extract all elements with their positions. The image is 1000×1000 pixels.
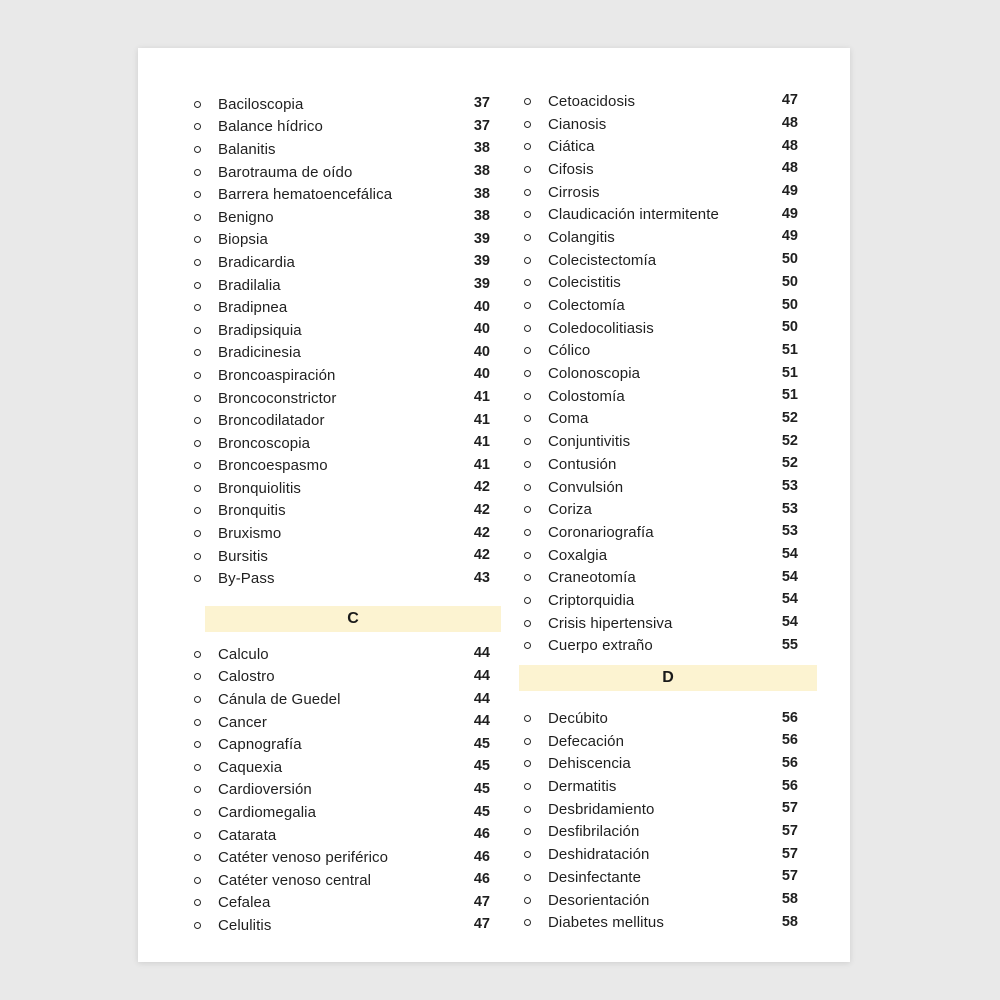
page-number: 46: [473, 826, 490, 843]
hollow-circle-bullet-icon: [194, 327, 201, 334]
term-label: Cefalea: [218, 894, 271, 912]
term-label: Coledocolitiasis: [548, 319, 654, 337]
term-label: Deshidratación: [548, 846, 650, 864]
page-number: 41: [473, 411, 490, 428]
page-number: 51: [781, 387, 798, 404]
index-entry: [520, 203, 798, 226]
term-label: Bursitis: [218, 547, 268, 565]
page-number: 57: [781, 868, 798, 885]
hollow-circle-bullet-icon: [194, 214, 201, 221]
term-label: Broncoconstrictor: [218, 389, 337, 407]
term-label: Diabetes mellitus: [548, 914, 664, 932]
hollow-circle-bullet-icon: [524, 438, 531, 445]
term-label: Broncodilatador: [218, 412, 325, 430]
hollow-circle-bullet-icon: [194, 696, 201, 703]
index-entry: [520, 753, 798, 776]
hollow-circle-bullet-icon: [524, 211, 531, 218]
page-number: 45: [473, 780, 490, 797]
hollow-circle-bullet-icon: [524, 783, 531, 790]
index-entry: [190, 183, 490, 206]
page-number: 41: [473, 456, 490, 473]
term-label: Bradipsiquia: [218, 321, 302, 339]
index-entry: [520, 408, 798, 431]
index-entry: [190, 500, 490, 523]
term-label: Cardiomegalia: [218, 804, 317, 822]
hollow-circle-bullet-icon: [524, 620, 531, 627]
index-entry: [190, 432, 490, 455]
page-number: 56: [781, 754, 798, 771]
page-number: 53: [781, 478, 798, 495]
page-number: 44: [473, 667, 490, 684]
page-number: 58: [781, 891, 798, 908]
hollow-circle-bullet-icon: [194, 440, 201, 447]
hollow-circle-bullet-icon: [194, 922, 201, 929]
page-number: 56: [781, 709, 798, 726]
term-label: Claudicación intermitente: [548, 206, 719, 224]
index-entry: [520, 730, 798, 753]
term-label: Biopsia: [218, 231, 268, 249]
term-label: Colectomía: [548, 297, 625, 315]
term-label: Dermatitis: [548, 778, 617, 796]
term-label: Craneotomía: [548, 569, 636, 587]
index-entry: [520, 340, 798, 363]
index-entry: [190, 756, 490, 779]
page-number: 50: [781, 296, 798, 313]
hollow-circle-bullet-icon: [524, 738, 531, 745]
hollow-circle-bullet-icon: [194, 236, 201, 243]
term-label: Bradipnea: [218, 299, 288, 317]
page-number: 57: [781, 822, 798, 839]
index-entry: [520, 635, 798, 658]
page-number: 57: [781, 800, 798, 817]
index-entry: [520, 226, 798, 249]
hollow-circle-bullet-icon: [194, 530, 201, 537]
hollow-circle-bullet-icon: [194, 809, 201, 816]
hollow-circle-bullet-icon: [194, 741, 201, 748]
hollow-circle-bullet-icon: [194, 169, 201, 176]
page-number: 48: [781, 160, 798, 177]
index-entry: [190, 477, 490, 500]
page-number: 40: [473, 366, 490, 383]
page-number: 52: [781, 455, 798, 472]
index-entry: [520, 385, 798, 408]
page-number: 52: [781, 432, 798, 449]
page-number: 53: [781, 523, 798, 540]
index-entry: [520, 158, 798, 181]
page-number: 41: [473, 434, 490, 451]
term-label: Cólico: [548, 342, 591, 360]
hollow-circle-bullet-icon: [194, 146, 201, 153]
hollow-circle-bullet-icon: [524, 874, 531, 881]
page-number: 49: [781, 228, 798, 245]
hollow-circle-bullet-icon: [524, 597, 531, 604]
hollow-circle-bullet-icon: [194, 282, 201, 289]
term-label: Colostomía: [548, 387, 625, 405]
index-entry: [520, 889, 798, 912]
term-label: Caquexia: [218, 758, 283, 776]
page-number: 42: [473, 547, 490, 564]
hollow-circle-bullet-icon: [194, 651, 201, 658]
index-entry: [190, 229, 490, 252]
hollow-circle-bullet-icon: [194, 786, 201, 793]
page-number: 52: [781, 409, 798, 426]
hollow-circle-bullet-icon: [524, 484, 531, 491]
term-label: Broncoaspiración: [218, 366, 336, 384]
page-number: 45: [473, 758, 490, 775]
index-entry: [190, 274, 490, 297]
index-entry: [190, 914, 490, 937]
page-number: 38: [473, 163, 490, 180]
index-entry: [190, 342, 490, 365]
page-number: 37: [473, 117, 490, 134]
term-label: Cirrosis: [548, 183, 600, 201]
term-label: Desfibrilación: [548, 823, 640, 841]
page-number: 51: [781, 341, 798, 358]
page-number: 50: [781, 319, 798, 336]
hollow-circle-bullet-icon: [524, 828, 531, 835]
page-number: 46: [473, 848, 490, 865]
term-label: Barotrauma de oído: [218, 163, 353, 181]
term-label: Cetoacidosis: [548, 92, 636, 110]
term-label: Colangitis: [548, 228, 615, 246]
index-entry: [520, 521, 798, 544]
page-number: 56: [781, 777, 798, 794]
hollow-circle-bullet-icon: [524, 851, 531, 858]
index-entry: [190, 116, 490, 139]
term-label: Baciloscopia: [218, 95, 304, 113]
term-label: Calostro: [218, 668, 275, 686]
term-label: Coma: [548, 410, 589, 428]
term-label: Catéter venoso central: [218, 871, 372, 889]
hollow-circle-bullet-icon: [524, 461, 531, 468]
index-entry: [520, 430, 798, 453]
index-entry: [520, 566, 798, 589]
term-label: Crisis hipertensiva: [548, 614, 673, 632]
term-label: Catarata: [218, 826, 277, 844]
page-number: 40: [473, 298, 490, 315]
index-entry: [190, 779, 490, 802]
index-column-left: [190, 93, 490, 937]
hollow-circle-bullet-icon: [194, 764, 201, 771]
term-label: Capnografía: [218, 736, 302, 754]
page-number: 45: [473, 735, 490, 752]
index-entry: [190, 319, 490, 342]
page-number: 50: [781, 273, 798, 290]
page-number: 40: [473, 321, 490, 338]
hollow-circle-bullet-icon: [524, 325, 531, 332]
term-label: Desbridamiento: [548, 800, 655, 818]
page-number: 37: [473, 95, 490, 112]
hollow-circle-bullet-icon: [194, 899, 201, 906]
page-number: 39: [473, 276, 490, 293]
hollow-circle-bullet-icon: [524, 897, 531, 904]
term-label: Catéter venoso periférico: [218, 849, 389, 867]
section-header-c: C: [205, 606, 501, 632]
hollow-circle-bullet-icon: [194, 673, 201, 680]
index-entry: [190, 711, 490, 734]
page-number: 38: [473, 185, 490, 202]
page-number: 56: [781, 732, 798, 749]
index-entry: [520, 317, 798, 340]
index-entry: [520, 476, 798, 499]
page-number: 49: [781, 205, 798, 222]
term-label: Cifosis: [548, 160, 594, 178]
term-label: Celulitis: [218, 916, 272, 934]
hollow-circle-bullet-icon: [194, 417, 201, 424]
page-number: 55: [781, 636, 798, 653]
term-label: Bruxismo: [218, 525, 282, 543]
term-label: Bradicardia: [218, 253, 295, 271]
hollow-circle-bullet-icon: [194, 191, 201, 198]
hollow-circle-bullet-icon: [524, 574, 531, 581]
hollow-circle-bullet-icon: [194, 854, 201, 861]
term-label: Cancer: [218, 713, 267, 731]
page-number: 45: [473, 803, 490, 820]
hollow-circle-bullet-icon: [524, 642, 531, 649]
term-label: Convulsión: [548, 478, 624, 496]
term-label: Conjuntivitis: [548, 433, 631, 451]
page-number: 44: [473, 645, 490, 662]
hollow-circle-bullet-icon: [194, 485, 201, 492]
hollow-circle-bullet-icon: [194, 304, 201, 311]
term-label: Decúbito: [548, 710, 609, 728]
page-number: 44: [473, 690, 490, 707]
index-entry: [520, 866, 798, 889]
page-number: 54: [781, 568, 798, 585]
term-label: Broncoespasmo: [218, 457, 328, 475]
index-entry: [520, 272, 798, 295]
hollow-circle-bullet-icon: [524, 347, 531, 354]
index-entry: [520, 498, 798, 521]
term-label: Colecistitis: [548, 274, 621, 292]
index-entry: [190, 545, 490, 568]
page-number: 44: [473, 713, 490, 730]
page-number: 38: [473, 140, 490, 157]
index-entry: [190, 643, 490, 666]
term-label: Bradilalia: [218, 276, 281, 294]
term-label: Coronariografía: [548, 523, 654, 541]
index-entry: [190, 846, 490, 869]
index-entry: [520, 294, 798, 317]
term-label: Cuerpo extraño: [548, 637, 653, 655]
hollow-circle-bullet-icon: [524, 143, 531, 150]
index-entry: [520, 911, 798, 934]
term-label: Criptorquidia: [548, 591, 635, 609]
page-number: 54: [781, 614, 798, 631]
index-entry: [520, 612, 798, 635]
hollow-circle-bullet-icon: [194, 507, 201, 514]
page-number: 46: [473, 871, 490, 888]
index-entry: [190, 296, 490, 319]
index-column-right: [520, 90, 798, 934]
page-number: 41: [473, 389, 490, 406]
hollow-circle-bullet-icon: [524, 98, 531, 105]
index-entry: [520, 90, 798, 113]
index-entry: [190, 161, 490, 184]
term-label: Benigno: [218, 208, 274, 226]
page-number: 48: [781, 137, 798, 154]
term-label: Contusión: [548, 455, 617, 473]
hollow-circle-bullet-icon: [194, 395, 201, 402]
term-label: Balance hídrico: [218, 118, 323, 136]
hollow-circle-bullet-icon: [524, 552, 531, 559]
term-label: Ciática: [548, 138, 595, 156]
page-number: 49: [781, 183, 798, 200]
index-entry: [190, 387, 490, 410]
hollow-circle-bullet-icon: [524, 415, 531, 422]
hollow-circle-bullet-icon: [194, 877, 201, 884]
hollow-circle-bullet-icon: [524, 760, 531, 767]
page-number: 42: [473, 479, 490, 496]
index-entry: [190, 93, 490, 116]
hollow-circle-bullet-icon: [194, 349, 201, 356]
index-entry: [520, 775, 798, 798]
section-header-d: D: [519, 665, 817, 691]
index-entry: [190, 251, 490, 274]
index-entry: [190, 138, 490, 161]
page-number: 53: [781, 500, 798, 517]
term-label: Colonoscopia: [548, 365, 641, 383]
index-entry: [190, 892, 490, 915]
index-entry: [190, 801, 490, 824]
hollow-circle-bullet-icon: [524, 529, 531, 536]
term-label: Desinfectante: [548, 868, 642, 886]
index-entry: [520, 249, 798, 272]
hollow-circle-bullet-icon: [524, 302, 531, 309]
hollow-circle-bullet-icon: [524, 919, 531, 926]
page-number: 39: [473, 230, 490, 247]
term-label: Bronquitis: [218, 502, 286, 520]
term-label: Bradicinesia: [218, 344, 301, 362]
hollow-circle-bullet-icon: [194, 101, 201, 108]
hollow-circle-bullet-icon: [524, 257, 531, 264]
hollow-circle-bullet-icon: [524, 806, 531, 813]
index-entry: [520, 181, 798, 204]
term-label: Cianosis: [548, 115, 607, 133]
page-number: 54: [781, 546, 798, 563]
page-number: 54: [781, 591, 798, 608]
index-entry: [190, 688, 490, 711]
page-number: 42: [473, 501, 490, 518]
hollow-circle-bullet-icon: [194, 123, 201, 130]
page-number: 51: [781, 364, 798, 381]
hollow-circle-bullet-icon: [524, 234, 531, 241]
term-label: Balanitis: [218, 140, 276, 158]
index-entry: [190, 567, 490, 590]
hollow-circle-bullet-icon: [524, 506, 531, 513]
hollow-circle-bullet-icon: [194, 553, 201, 560]
term-label: Coxalgia: [548, 546, 608, 564]
hollow-circle-bullet-icon: [524, 393, 531, 400]
index-entry: [190, 733, 490, 756]
term-label: Cánula de Guedel: [218, 691, 341, 709]
hollow-circle-bullet-icon: [194, 259, 201, 266]
index-entry: [190, 666, 490, 689]
term-label: Bronquiolitis: [218, 479, 302, 497]
hollow-circle-bullet-icon: [524, 370, 531, 377]
index-entry: [520, 798, 798, 821]
index-entry: [520, 113, 798, 136]
page-number: 47: [781, 92, 798, 109]
index-entry: [190, 522, 490, 545]
hollow-circle-bullet-icon: [524, 166, 531, 173]
hollow-circle-bullet-icon: [194, 462, 201, 469]
hollow-circle-bullet-icon: [194, 832, 201, 839]
page-number: 43: [473, 569, 490, 586]
term-label: Coriza: [548, 501, 592, 519]
term-label: By-Pass: [218, 570, 275, 588]
index-entry: [190, 206, 490, 229]
index-entry: [520, 821, 798, 844]
index-entry: [190, 409, 490, 432]
term-label: Colecistectomía: [548, 251, 657, 269]
page-number: 57: [781, 845, 798, 862]
page-number: 48: [781, 115, 798, 132]
page-number: 38: [473, 208, 490, 225]
hollow-circle-bullet-icon: [524, 715, 531, 722]
term-label: Dehiscencia: [548, 755, 631, 773]
index-entry: [190, 824, 490, 847]
term-label: Defecación: [548, 732, 625, 750]
index-entry: [520, 544, 798, 567]
page-number: 50: [781, 251, 798, 268]
term-label: Calculo: [218, 645, 269, 663]
index-entry: [190, 869, 490, 892]
index-entry: [520, 589, 798, 612]
index-entry: [190, 455, 490, 478]
page-number: 40: [473, 343, 490, 360]
index-entry: [520, 453, 798, 476]
page-number: 58: [781, 913, 798, 930]
page-number: 39: [473, 253, 490, 270]
hollow-circle-bullet-icon: [194, 719, 201, 726]
hollow-circle-bullet-icon: [524, 121, 531, 128]
index-entry: [190, 364, 490, 387]
index-entry: [520, 707, 798, 730]
page-number: 47: [473, 893, 490, 910]
index-entry: [520, 843, 798, 866]
hollow-circle-bullet-icon: [524, 189, 531, 196]
hollow-circle-bullet-icon: [524, 279, 531, 286]
document-page: [138, 48, 850, 962]
term-label: Cardioversión: [218, 781, 312, 799]
term-label: Broncoscopia: [218, 434, 311, 452]
hollow-circle-bullet-icon: [194, 372, 201, 379]
term-label: Barrera hematoencefálica: [218, 186, 393, 204]
index-entry: [520, 135, 798, 158]
page-number: 42: [473, 524, 490, 541]
term-label: Desorientación: [548, 891, 650, 909]
index-entry: [520, 362, 798, 385]
hollow-circle-bullet-icon: [194, 575, 201, 582]
page-number: 47: [473, 916, 490, 933]
